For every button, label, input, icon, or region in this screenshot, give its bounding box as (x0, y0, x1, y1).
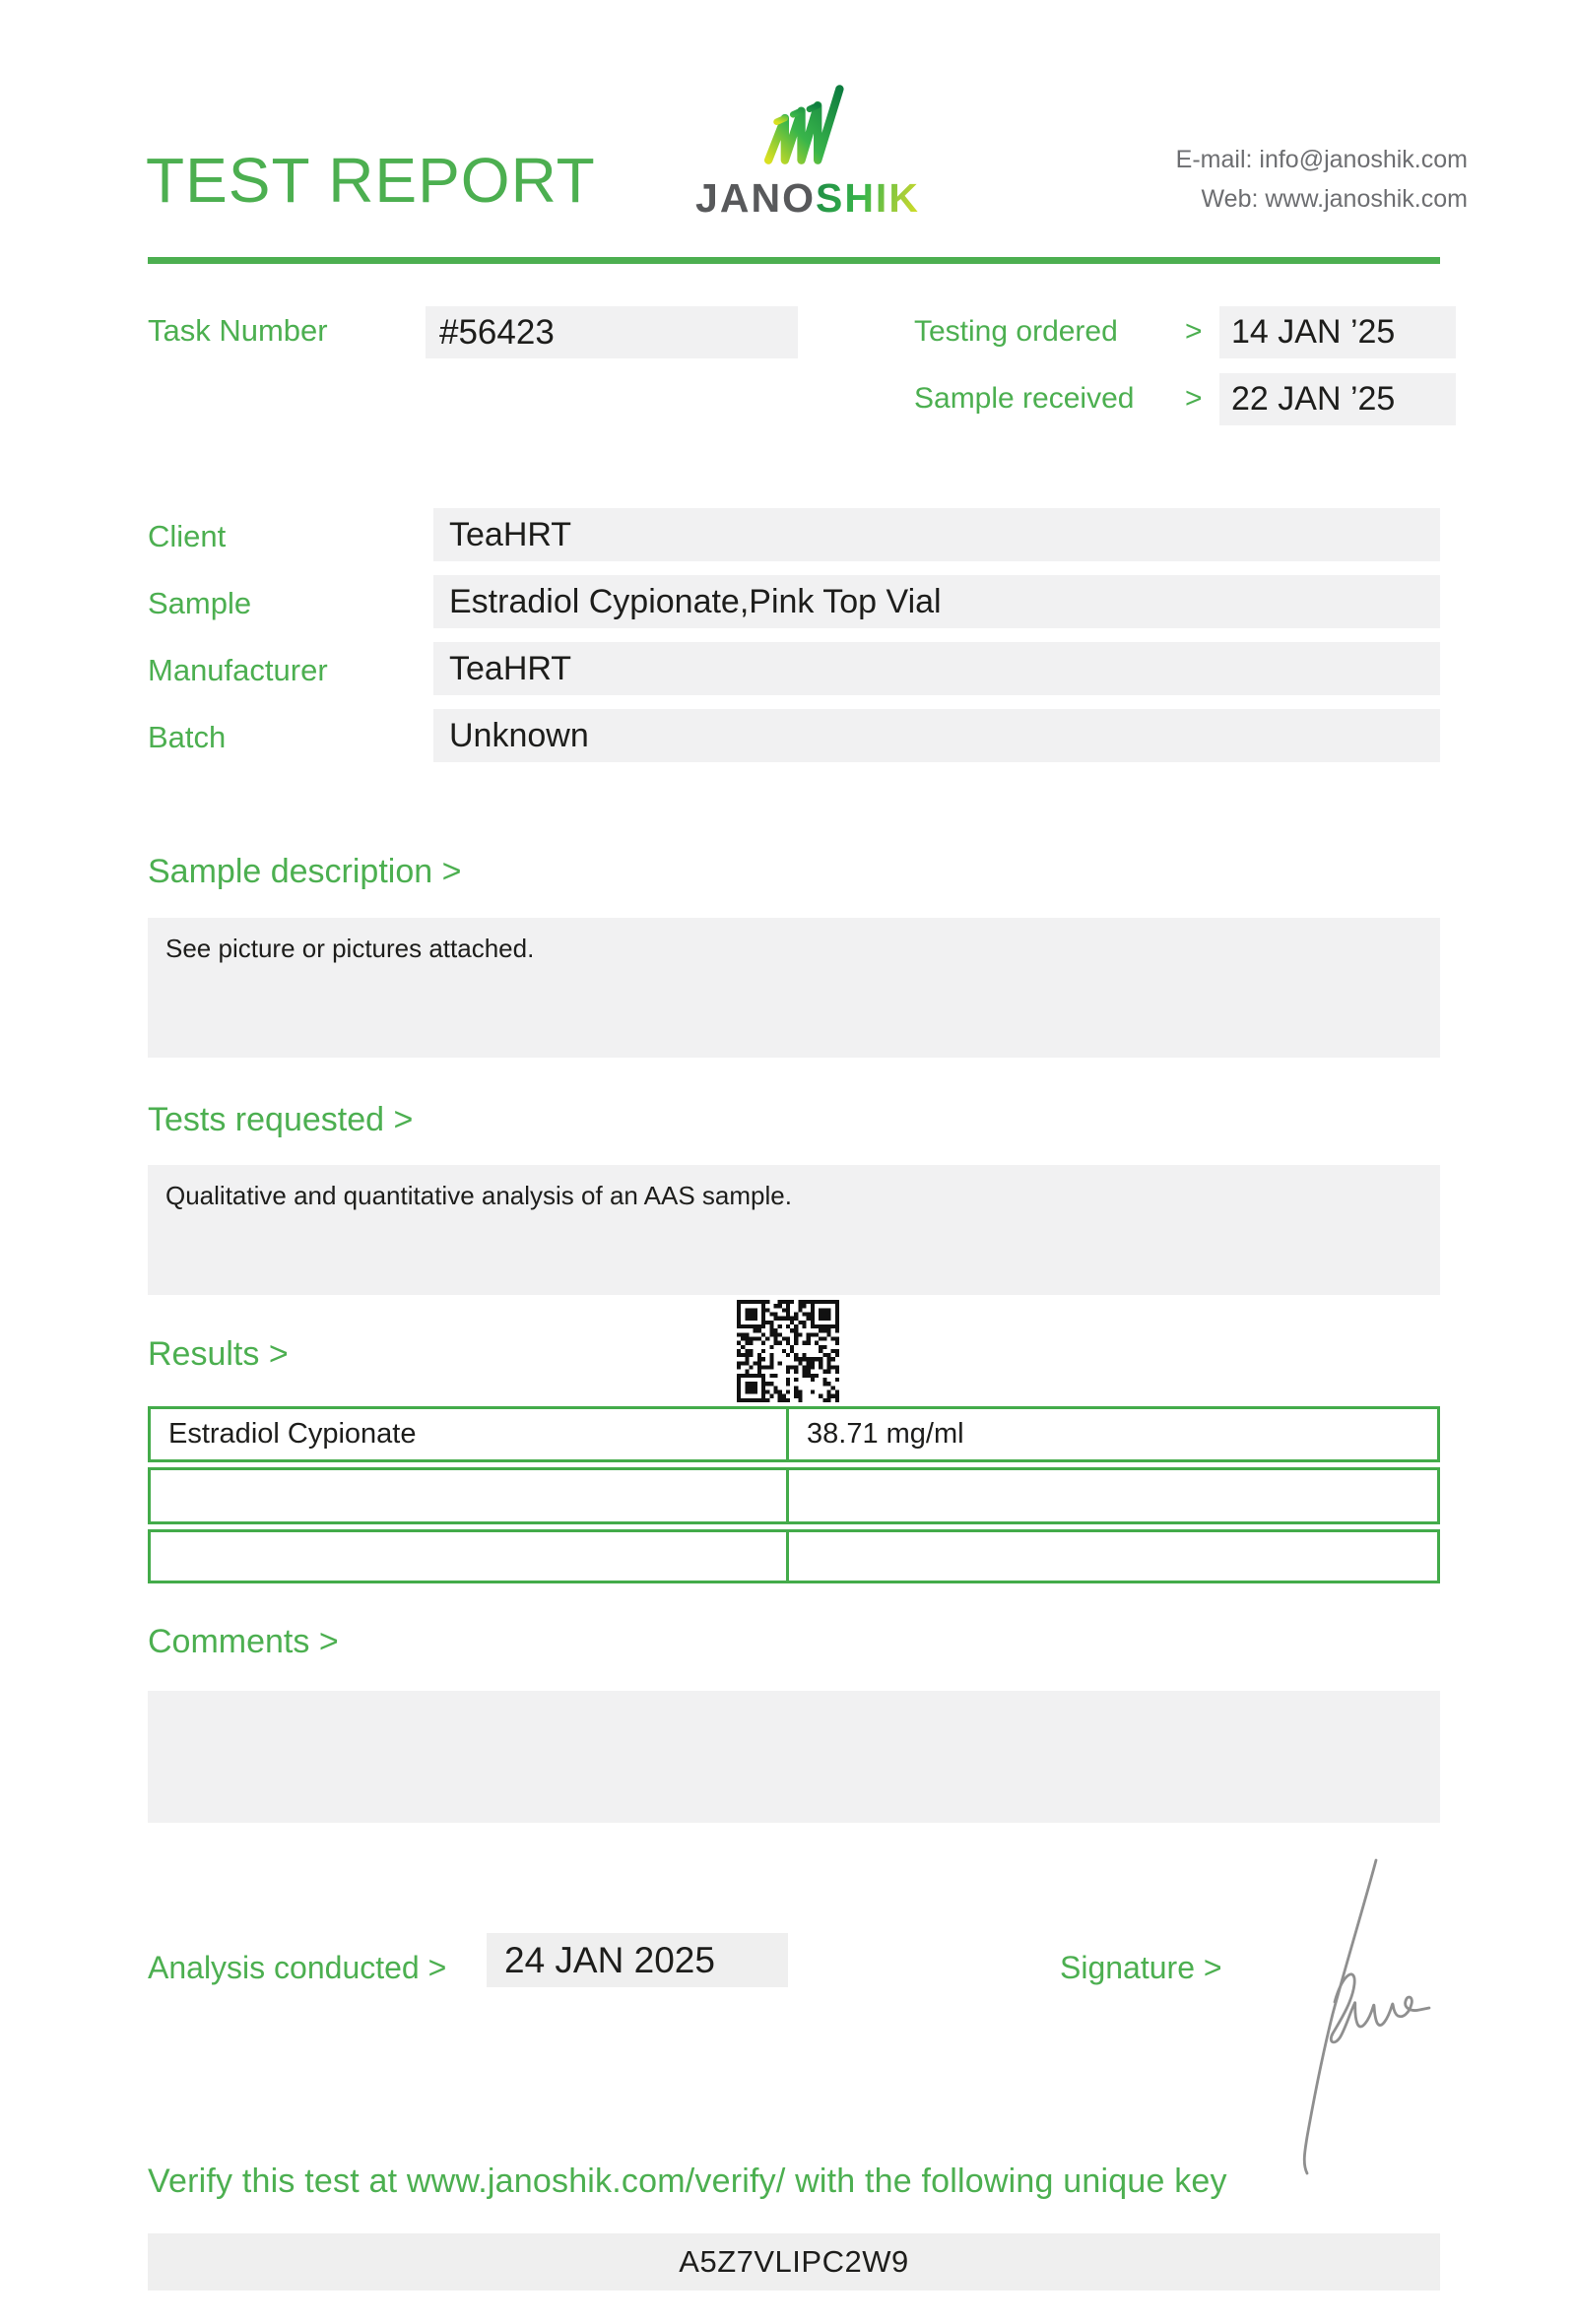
task-number-label: Task Number (148, 313, 328, 348)
sample-received-arrow: > (1185, 382, 1203, 415)
qr-code (737, 1300, 839, 1402)
table-row (148, 1529, 1440, 1583)
contact-info (1176, 140, 1468, 219)
sample-value: Estradiol Cypionate,Pink Top Vial (449, 583, 942, 620)
batch-value: Unknown (449, 717, 589, 754)
sample-description-heading: Sample description > (148, 853, 462, 890)
contact-email: E-mail: info@janoshik.com (1175, 146, 1468, 173)
manufacturer-value-box (433, 642, 1440, 695)
header-rule (148, 257, 1440, 264)
table-row (148, 1406, 1440, 1462)
tests-requested-body: Qualitative and quantitative analysis of an AAS sample. (165, 1181, 792, 1210)
task-number-value-box (426, 306, 798, 358)
verify-key: A5Z7VLIPC2W9 (679, 2244, 909, 2279)
client-value-box (433, 508, 1440, 561)
table-row (148, 1467, 1440, 1524)
sample-description-body: See picture or pictures attached. (165, 934, 535, 963)
manufacturer-value: TeaHRT (449, 650, 572, 687)
logo-chart-icon (756, 82, 859, 168)
logo-text-jano: JANO (695, 175, 816, 221)
batch-label: Batch (148, 720, 227, 754)
result-value-cell: 38.71 mg/ml (786, 1409, 1437, 1459)
sample-label: Sample (148, 586, 252, 620)
comments-box (148, 1691, 1440, 1823)
task-number-value: #56423 (439, 313, 555, 352)
result-name-cell (151, 1532, 786, 1581)
sample-description-box (148, 918, 1440, 1058)
verify-key-bar (148, 2233, 1440, 2291)
client-value: TeaHRT (449, 516, 572, 553)
page-title: TEST REPORT (146, 145, 596, 216)
verify-text: Verify this test at www.janoshik.com/verify/ with the following unique key (148, 2163, 1227, 2200)
contact-web: Web: www.janoshik.com (1201, 185, 1468, 213)
tests-requested-heading: Tests requested > (148, 1101, 414, 1138)
testing-ordered-arrow: > (1185, 315, 1203, 348)
logo (690, 82, 926, 222)
comments-heading: Comments > (148, 1623, 339, 1660)
tests-requested-box (148, 1165, 1440, 1295)
testing-ordered-value: 14 JAN ’25 (1231, 313, 1396, 351)
sample-received-label: Sample received (914, 382, 1135, 415)
analysis-date-box (487, 1933, 788, 1987)
results-heading: Results > (148, 1335, 289, 1373)
client-label: Client (148, 519, 227, 553)
sample-value-box (433, 575, 1440, 628)
manufacturer-label: Manufacturer (148, 653, 328, 687)
result-value-cell (786, 1532, 1437, 1581)
batch-value-box (433, 709, 1440, 762)
sample-received-value-box (1219, 373, 1456, 425)
results-table (148, 1406, 1440, 1588)
testing-ordered-value-box (1219, 306, 1456, 358)
analysis-date-value: 24 JAN 2025 (504, 1940, 715, 1980)
testing-ordered-label: Testing ordered (914, 315, 1118, 348)
logo-text (690, 175, 926, 222)
signature-image (1285, 1856, 1433, 2181)
result-name-cell: Estradiol Cypionate (168, 1418, 417, 1450)
analysis-conducted-label: Analysis conducted > (148, 1950, 447, 1985)
sample-received-value: 22 JAN ’25 (1231, 380, 1396, 418)
result-value-cell (786, 1470, 1437, 1521)
logo-text-shik: SHIK (815, 175, 920, 221)
comments-body (148, 1691, 1440, 1722)
signature-label: Signature > (1060, 1950, 1222, 1985)
result-name-cell (151, 1470, 786, 1521)
